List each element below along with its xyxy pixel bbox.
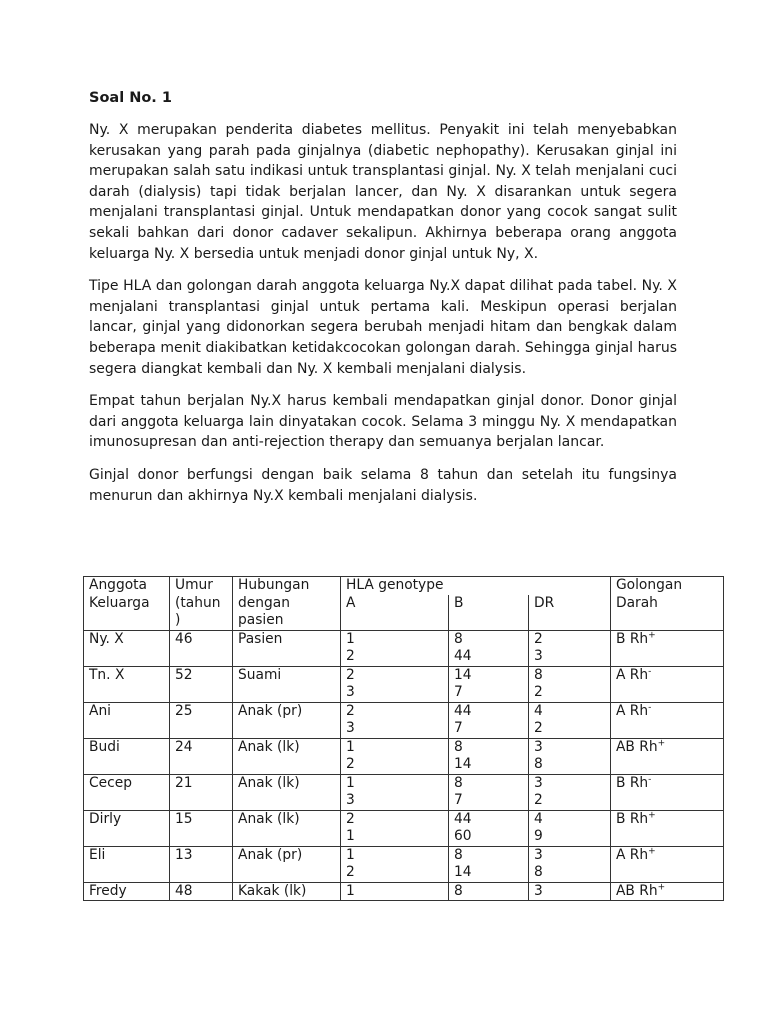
table-row: [84, 774, 724, 810]
cell-relation: Anak (pr): [233, 702, 341, 738]
cell-blood-type: A Rh+: [610, 846, 723, 882]
cell-age: 13: [170, 846, 233, 882]
table-header-row: [84, 577, 724, 595]
cell-blood-type: B Rh-: [610, 774, 723, 810]
header-member: Anggota Keluarga: [84, 577, 170, 631]
cell-hla-a: 1 2: [341, 630, 449, 666]
header-hla-b: B: [448, 595, 528, 631]
cell-age: 46: [170, 630, 233, 666]
rhesus-sign: +: [657, 881, 666, 892]
cell-blood-type: AB Rh+: [610, 738, 723, 774]
cell-age: 48: [170, 882, 233, 901]
cell-member: Cecep: [84, 774, 170, 810]
cell-blood-type: B Rh+: [610, 810, 723, 846]
paragraph-4: Ginjal donor berfungsi dengan baik selama 8 tahun dan setelah itu fungsinya menurun dan akhirnya Ny.X kembali menjalani dialysis.: [89, 466, 677, 504]
cell-hla-b: 8 14: [448, 738, 528, 774]
cell-relation: Anak (lk): [233, 738, 341, 774]
cell-age: 21: [170, 774, 233, 810]
rhesus-sign: -: [648, 773, 652, 784]
cell-blood-type: B Rh+: [610, 630, 723, 666]
cell-hla-dr: 4 9: [528, 810, 610, 846]
cell-age: 52: [170, 666, 233, 702]
paragraph-1: Ny. X merupakan penderita diabetes mellitus. Penyakit ini telah menyebabkan kerusakan yang parah pada ginjalnya (diabetic nephopathy). Kerusakan ginjal ini merupakan salah satu indikasi untuk transplantasi ginjal. Ny. X telah menjalani cuci darah (dialysis) tapi tidak berjalan lancer, dan Ny. X disarankan untuk segera menjalani transplantasi ginjal. Untuk mendapatkan donor yang cocok sangat sulit sekali bahkan dari donor cadaver sekalipun. Akhirnya beberapa orang anggota keluarga Ny. X bersedia untuk menjadi donor ginjal untuk Ny, X.: [89, 122, 677, 262]
table-row: [84, 810, 724, 846]
header-hla-dr: DR: [528, 595, 610, 631]
cell-hla-a: 1 2: [341, 846, 449, 882]
cell-hla-a: 2 3: [341, 702, 449, 738]
header-age: Umur (tahun ): [170, 577, 233, 631]
rhesus-sign: -: [648, 701, 652, 712]
hla-table: [83, 576, 724, 901]
paragraph-2: Tipe HLA dan golongan darah anggota keluarga Ny.X dapat dilihat pada tabel. Ny. X menjalani transplantasi ginjal untuk pertama kali. Meskipun operasi berjalan lancar, ginjal yang didonorkan segera berubah menjadi hitam dan bengkak dalam beberapa menit diakibatkan ketidakcocokan golongan darah. Sehingga ginjal harus segera diangkat kembali dan Ny. X kembali menjalani dialysis.: [89, 278, 677, 377]
cell-hla-dr: 3: [528, 882, 610, 901]
rhesus-sign: +: [657, 737, 666, 748]
table-row: [84, 738, 724, 774]
cell-member: Fredy: [84, 882, 170, 901]
table-row: [84, 846, 724, 882]
cell-hla-b: 44 7: [448, 702, 528, 738]
cell-hla-a: 1: [341, 882, 449, 901]
rhesus-sign: -: [648, 665, 652, 676]
cell-relation: Suami: [233, 666, 341, 702]
document-page: [89, 88, 677, 518]
cell-hla-b: 44 60: [448, 810, 528, 846]
cell-relation: Pasien: [233, 630, 341, 666]
header-hla-a: A: [341, 595, 449, 631]
cell-relation: Anak (pr): [233, 846, 341, 882]
cell-hla-a: 2 1: [341, 810, 449, 846]
cell-hla-b: 8: [448, 882, 528, 901]
cell-member: Budi: [84, 738, 170, 774]
paragraph-3: Empat tahun berjalan Ny.X harus kembali mendapatkan ginjal donor. Donor ginjal dari anggota keluarga lain dinyatakan cocok. Selama 3 minggu Ny. X mendapatkan imunosupresan dan anti-rejection therapy dan semuanya berjalan lancar.: [89, 393, 677, 451]
cell-relation: Anak (lk): [233, 810, 341, 846]
cell-hla-a: 1 3: [341, 774, 449, 810]
cell-hla-b: 8 44: [448, 630, 528, 666]
cell-hla-a: 1 2: [341, 738, 449, 774]
rhesus-sign: +: [648, 845, 656, 856]
cell-member: Ny. X: [84, 630, 170, 666]
cell-hla-b: 8 7: [448, 774, 528, 810]
cell-member: Eli: [84, 846, 170, 882]
cell-hla-dr: 4 2: [528, 702, 610, 738]
cell-blood-type: A Rh-: [610, 702, 723, 738]
table-row: [84, 666, 724, 702]
cell-relation: Kakak (lk): [233, 882, 341, 901]
cell-blood-type: AB Rh+: [610, 882, 723, 901]
cell-hla-dr: 3 8: [528, 846, 610, 882]
cell-blood-type: A Rh-: [610, 666, 723, 702]
table-row: [84, 702, 724, 738]
cell-relation: Anak (lk): [233, 774, 341, 810]
rhesus-sign: +: [648, 809, 656, 820]
cell-hla-dr: 2 3: [528, 630, 610, 666]
cell-hla-dr: 3 2: [528, 774, 610, 810]
cell-hla-a: 2 3: [341, 666, 449, 702]
cell-hla-dr: 8 2: [528, 666, 610, 702]
header-relation: Hubungan dengan pasien: [233, 577, 341, 631]
cell-hla-b: 8 14: [448, 846, 528, 882]
cell-hla-dr: 3 8: [528, 738, 610, 774]
cell-member: Tn. X: [84, 666, 170, 702]
rhesus-sign: +: [648, 629, 656, 640]
cell-age: 25: [170, 702, 233, 738]
page-title: Soal No. 1: [89, 90, 172, 106]
cell-member: Dirly: [84, 810, 170, 846]
cell-age: 15: [170, 810, 233, 846]
cell-member: Ani: [84, 702, 170, 738]
table-row: [84, 630, 724, 666]
cell-age: 24: [170, 738, 233, 774]
cell-hla-b: 14 7: [448, 666, 528, 702]
header-blood: Golongan Darah: [610, 577, 723, 631]
table-row: [84, 882, 724, 901]
header-hla: HLA genotype: [341, 577, 449, 595]
